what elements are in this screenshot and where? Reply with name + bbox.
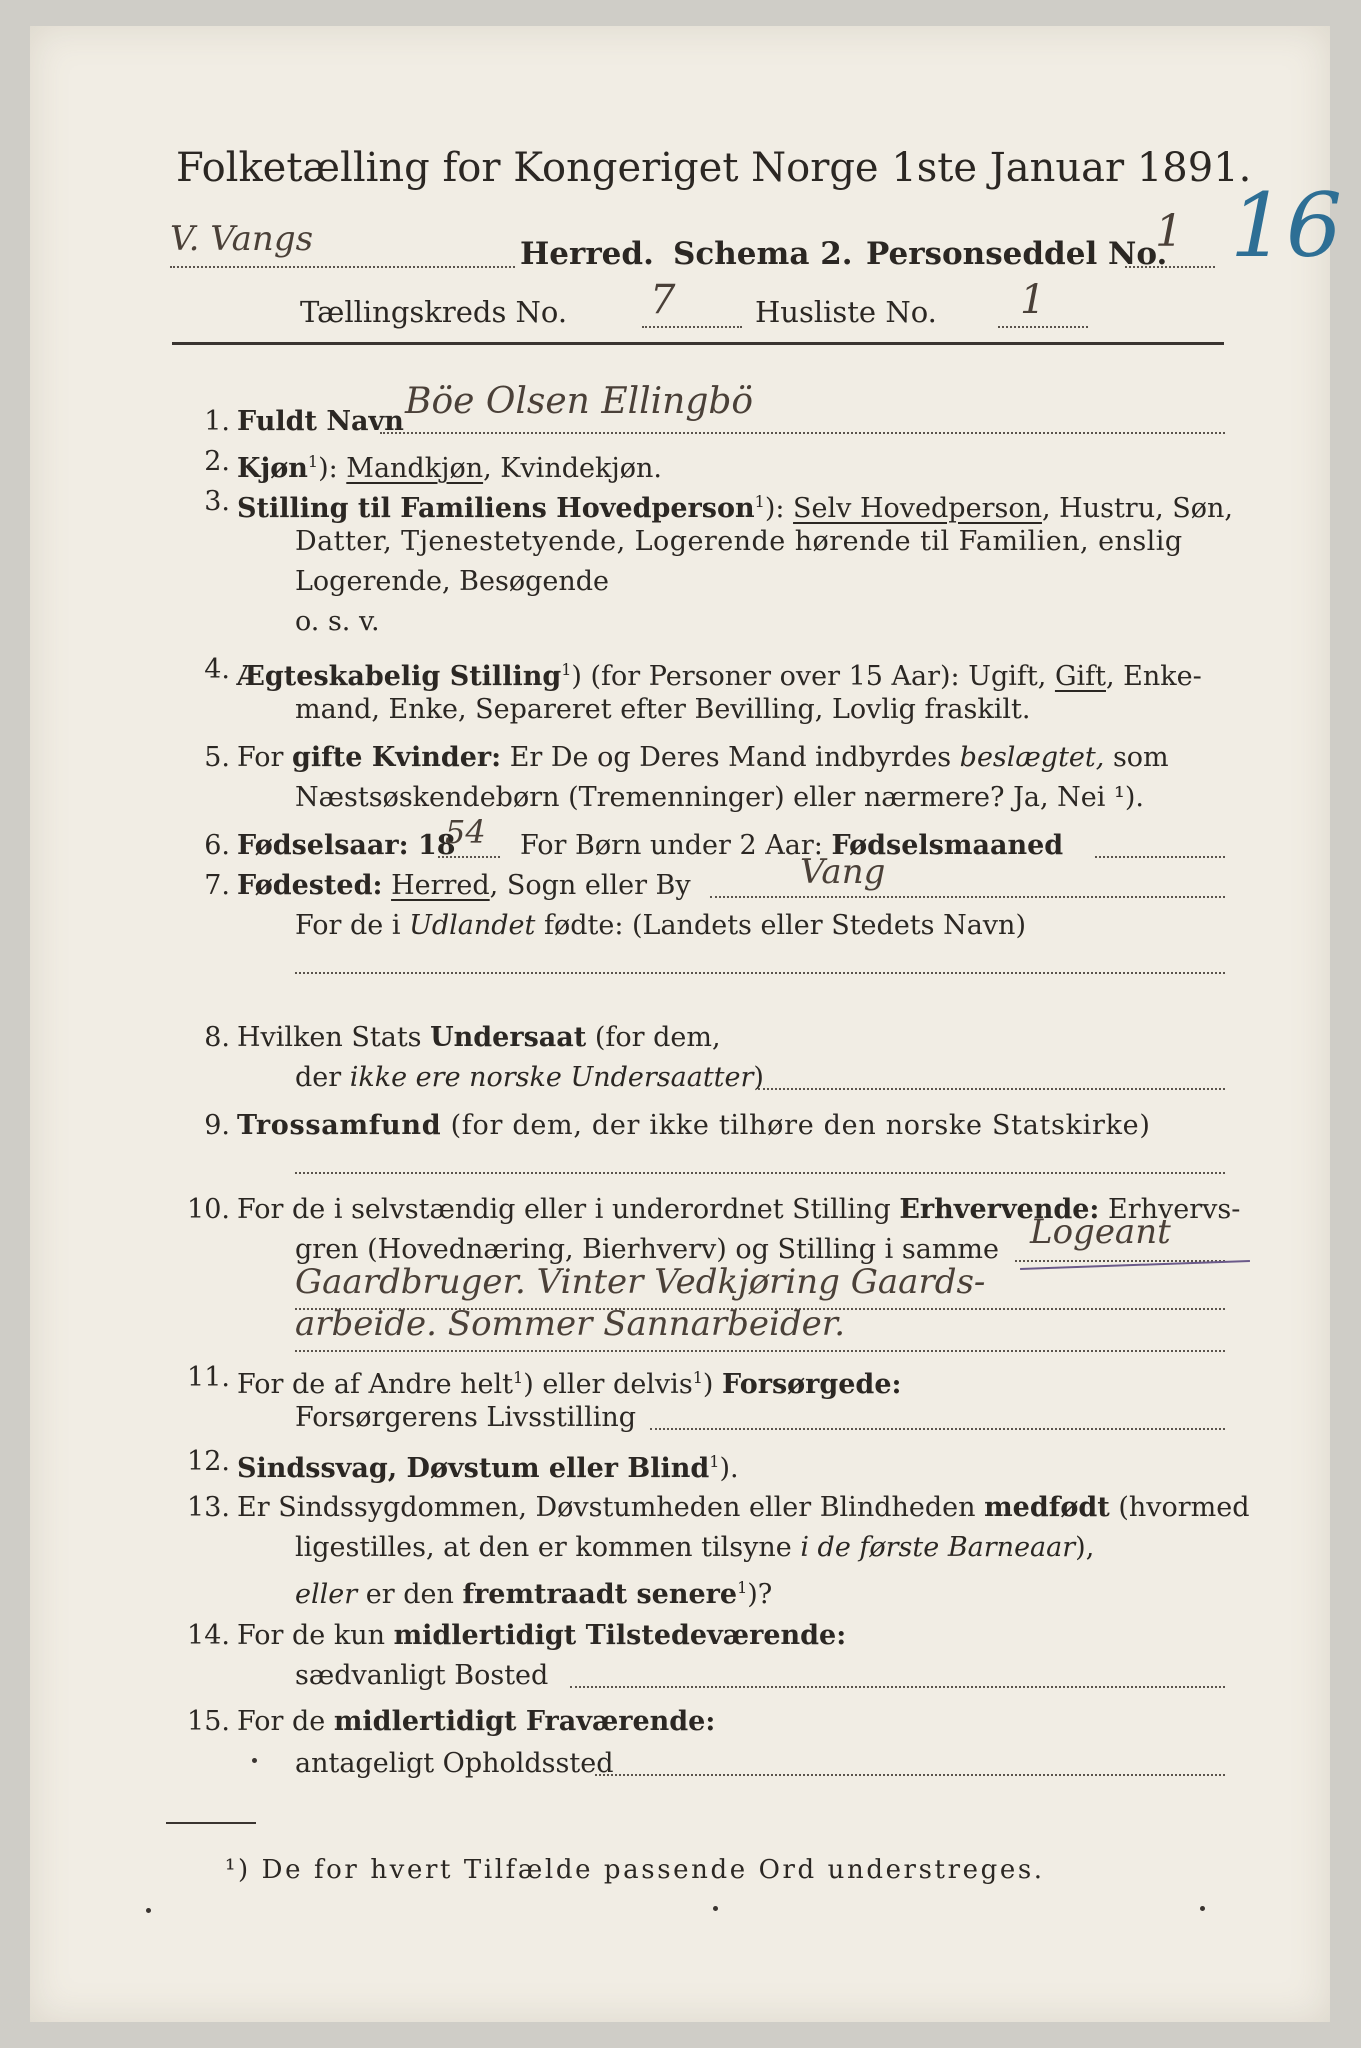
temp-present-label: midlertidigt Tilstedeværende:	[393, 1620, 847, 1651]
citizenship-line2-prefix: der	[295, 1062, 342, 1093]
marital-status-options-a: ) (for Personer over 15 Aar): Ugift,	[571, 661, 1047, 692]
herred-value: V. Vangs	[170, 219, 314, 259]
household-position-options-line2: Datter, Tjenestetyende, Logerende hørende til Familien, enslig	[295, 526, 1183, 557]
full-name-label: Fuldt Navn	[237, 406, 404, 437]
ink-speck	[1200, 1906, 1205, 1911]
marital-status-footnote-ref: 1	[561, 660, 572, 679]
disability-label: Sindssvag, Døvstum eller Blind	[237, 1453, 710, 1484]
supporter-occupation-leader	[650, 1428, 1225, 1430]
kreds-leader	[642, 326, 742, 328]
footnote-text: De for hvert Tilfælde passende Ord understreges.	[261, 1855, 1045, 1885]
header-rule	[172, 342, 1224, 345]
religion-question: (for dem, der ikke tilhøre den norske Statskirke)	[450, 1110, 1151, 1141]
occupation-prefix: For de i selvstændig eller i underordnet Stilling	[237, 1194, 891, 1225]
married-women-question: Er De og Deres Mand indbyrdes	[509, 742, 952, 773]
congenital-line3-suffix: )?	[747, 1579, 773, 1610]
birthplace-options-rest: , Sogn eller By	[489, 870, 691, 901]
marital-status-options-line2: mand, Enke, Separeret efter Bevilling, Lovlig fraskilt.	[295, 694, 1031, 725]
item-number-11: 11.	[187, 1362, 230, 1393]
item-number-15: 15.	[187, 1706, 230, 1737]
ink-speck	[713, 1906, 718, 1911]
occupation-value-3: arbeide. Sommer Sannarbeider.	[295, 1304, 846, 1344]
temp-present-prefix: For de kun	[237, 1620, 385, 1651]
item-number-6: 6.	[204, 830, 230, 861]
kreds-value: 7	[650, 277, 676, 323]
supported-footnote-ref-1: 1	[513, 1368, 524, 1387]
supporter-occupation-label: Forsørgerens Livsstilling	[295, 1402, 637, 1433]
congenital-question: Er Sindssygdommen, Døvstumheden eller Blindheden	[237, 1492, 976, 1523]
herred-leader	[170, 266, 515, 268]
item-number-4: 4.	[204, 654, 230, 685]
occupation-suffix: Erhvervs-	[1108, 1194, 1241, 1225]
birth-year-label: Fødselsaar: 18	[237, 830, 456, 861]
full-name-value: Böe Olsen Ellingbö	[405, 381, 754, 422]
occupation-line2: gren (Hovednæring, Bierhverv) og Stilling i samme	[295, 1234, 1000, 1265]
item-number-5: 5.	[204, 742, 230, 773]
congenital-line3-later: fremtraadt senere	[462, 1579, 738, 1610]
citizenship-suffix: (for dem,	[594, 1022, 721, 1053]
religion-label: Trossamfund	[237, 1110, 442, 1141]
supported-footnote-ref-2: 1	[692, 1368, 703, 1387]
religion-leader	[295, 1172, 1225, 1174]
birthplace-value: Vang	[800, 852, 886, 892]
birth-month-label: Fødselsmaaned	[831, 830, 1064, 861]
birthplace-option-herred: Herred	[391, 870, 490, 901]
congenital-line2-suffix: ),	[1075, 1532, 1095, 1563]
occupation-value-2: Gaardbruger. Vinter Vedkjøring Gaards-	[295, 1262, 986, 1302]
sex-label-suffix: ):	[318, 453, 338, 484]
disability-suffix: ).	[719, 1453, 739, 1484]
birth-year-leader	[438, 856, 500, 858]
foreign-birth-label: fødte: (Landets eller Stedets Navn)	[543, 910, 1026, 941]
item-number-10: 10.	[187, 1194, 230, 1225]
personseddel-value: 1	[1155, 206, 1183, 257]
household-position-options-line3: Logerende, Besøgende	[295, 566, 609, 597]
foreign-birth-leader	[295, 972, 1225, 974]
household-position-options-line4: o. s. v.	[295, 606, 380, 637]
supported-paren: )	[702, 1369, 714, 1400]
form-title: Folketælling for Kongeriget Norge 1ste Januar 1891.	[176, 145, 1252, 191]
husliste-label: Husliste No.	[755, 295, 937, 329]
congenital-footnote-ref: 1	[737, 1578, 748, 1597]
birth-month-prefix: For Børn under 2 Aar:	[520, 830, 823, 861]
husliste-leader	[998, 326, 1088, 328]
item-number-13: 13.	[187, 1492, 230, 1523]
birth-year-value: 54	[445, 813, 486, 851]
birth-month-leader	[1095, 856, 1225, 858]
temp-absent-prefix: For de	[237, 1706, 326, 1737]
occupation-label: Erhvervende:	[899, 1194, 1100, 1225]
item-number-12: 12.	[187, 1446, 230, 1477]
item-number-8: 8.	[204, 1022, 230, 1053]
married-women-prefix: For	[237, 742, 284, 773]
kreds-label: Tællingskreds No.	[300, 295, 568, 329]
occupation-leader-3	[295, 1350, 1225, 1352]
birthplace-leader	[710, 896, 1225, 898]
marital-status-options-b: , Enke-	[1105, 661, 1202, 692]
congenital-line3-or: eller	[295, 1579, 358, 1610]
item-number-14: 14.	[187, 1620, 230, 1651]
item-number-2: 2.	[204, 446, 230, 477]
married-women-label: gifte Kvinder:	[292, 742, 502, 773]
probable-location-leader	[595, 1774, 1225, 1776]
temp-absent-label: midlertidigt Fraværende:	[333, 1706, 716, 1737]
sex-label: Kjøn	[237, 453, 308, 484]
item-number-9: 9.	[204, 1110, 230, 1141]
household-position-option-head: Selv Hovedperson	[793, 493, 1042, 524]
probable-location-label: antageligt Opholdssted	[295, 1748, 614, 1779]
supported-prefix: For de af Andre helt	[237, 1369, 514, 1400]
personseddel-label: Personseddel No.	[866, 236, 1168, 272]
birthplace-label: Fødested:	[237, 870, 383, 901]
congenital-line3-b: er den	[365, 1579, 454, 1610]
page-number: 16	[1230, 174, 1342, 277]
household-position-options-line1: , Hustru, Søn,	[1041, 493, 1233, 524]
foreign-birth-prefix: For de i	[295, 910, 401, 941]
ink-speck	[146, 1908, 151, 1913]
household-position-label-suffix: ):	[764, 493, 785, 524]
congenital-suffix: (hvormed	[1118, 1492, 1250, 1523]
personseddel-leader	[1125, 266, 1215, 268]
household-position-label: Stilling til Familiens Hovedperson	[237, 493, 755, 524]
congenital-line2-a: ligestilles, at den er kommen tilsyne	[295, 1532, 792, 1563]
schema-label: Schema 2.	[673, 236, 853, 272]
citizenship-prefix: Hvilken Stats	[237, 1022, 422, 1053]
married-women-line2: Næstsøskendebørn (Tremenninger) eller nærmere? Ja, Nei ¹).	[295, 782, 1144, 813]
citizenship-line2-suffix: )	[753, 1062, 764, 1093]
sex-footnote-ref: 1	[307, 452, 319, 471]
citizenship-label: Undersaat	[430, 1022, 587, 1053]
citizenship-line2-foreign: ikke ere norske Undersaatter	[349, 1062, 754, 1093]
marital-status-label: Ægteskabelig Stilling	[237, 661, 562, 692]
occupation-value-1: Logeant	[1030, 1212, 1171, 1252]
supported-label: Forsørgede:	[722, 1369, 902, 1400]
foreign-birth-abroad: Udlandet	[409, 910, 536, 941]
usual-residence-leader	[570, 1686, 1225, 1688]
congenital-line2-childhood: i de første Barneaar	[800, 1532, 1076, 1563]
citizenship-leader	[758, 1088, 1225, 1090]
ink-speck	[252, 1758, 257, 1763]
footnote-rule	[166, 1822, 256, 1824]
disability-footnote-ref: 1	[709, 1452, 720, 1471]
supported-middle: ) eller delvis	[523, 1369, 693, 1400]
married-women-related: beslægtet,	[959, 742, 1105, 773]
item-number-7: 7.	[204, 870, 230, 901]
congenital-label: medfødt	[984, 1492, 1110, 1523]
marital-status-option-married: Gift	[1054, 661, 1106, 692]
census-form-page	[30, 26, 1342, 2022]
item-number-3: 3.	[204, 486, 230, 517]
herred-label: Herred.	[520, 236, 654, 272]
sex-option-male: Mandkjøn	[346, 453, 484, 484]
household-position-footnote-ref: 1	[754, 492, 765, 511]
footnote-mark: ¹)	[225, 1855, 251, 1885]
husliste-value: 1	[1020, 277, 1046, 323]
usual-residence-label: sædvanligt Bosted	[295, 1660, 549, 1691]
married-women-suffix: som	[1112, 742, 1169, 773]
sex-option-female: , Kvindekjøn.	[483, 453, 662, 484]
full-name-leader	[380, 432, 1225, 434]
item-number-1: 1.	[204, 406, 230, 437]
